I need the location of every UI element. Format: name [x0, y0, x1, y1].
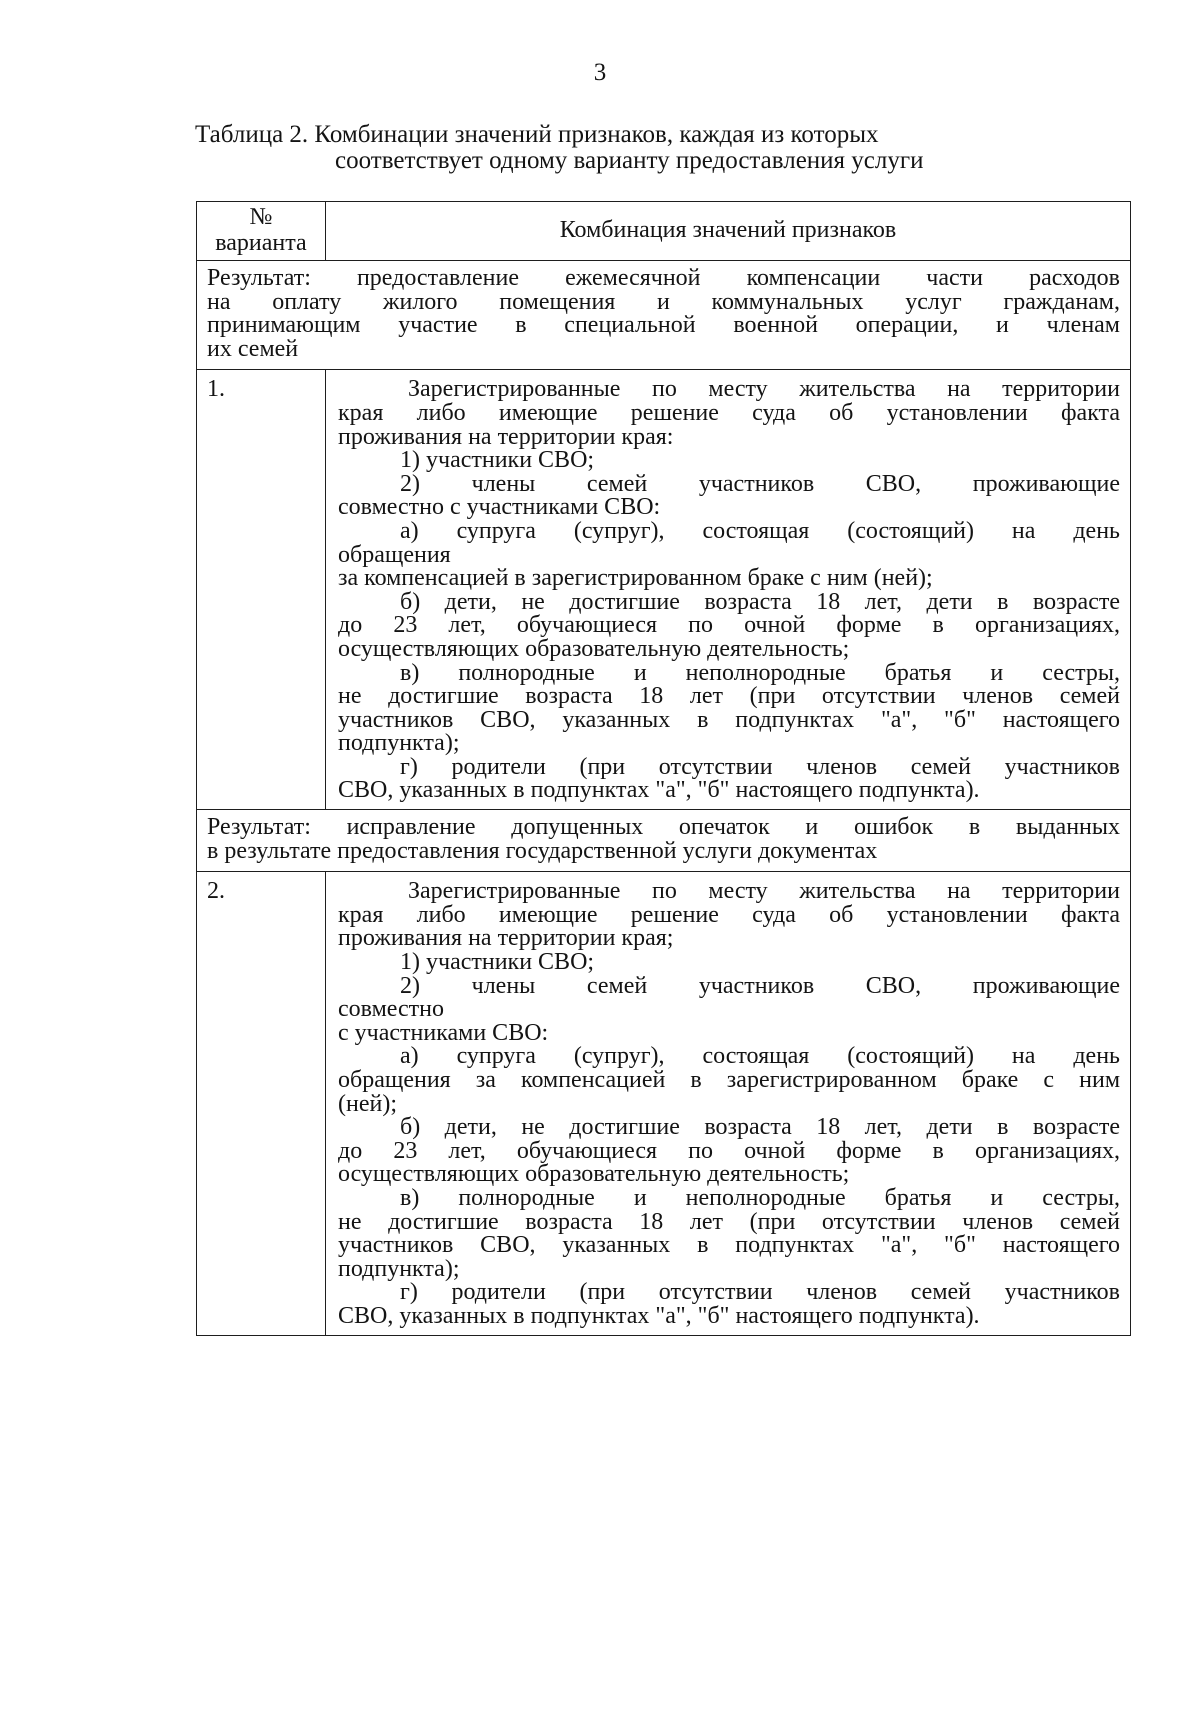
text-line: проживания на территории края: — [338, 423, 674, 450]
result-text — [197, 810, 1131, 872]
caption-line-1: Таблица 2. Комбинации значений признаков, каждая из которых — [195, 121, 879, 148]
variant-row — [197, 370, 1131, 810]
header-num-symbol: № — [249, 204, 273, 230]
variant-number: 1. — [197, 370, 326, 810]
text-line: обращения — [338, 541, 451, 568]
variants-table — [196, 201, 1131, 1336]
variant-row — [197, 872, 1131, 1335]
text-line: не достигшие возраста 18 лет (при отсутствии членов семей — [338, 683, 1120, 710]
text-line: подпункта); — [338, 1255, 460, 1282]
header-num-label: варианта — [215, 230, 307, 256]
variant-number: 2. — [197, 872, 326, 1335]
text-line: СВО, указанных в подпунктах "а", "б" настоящего подпункта). — [338, 1302, 980, 1329]
text-line: края либо имеющие решение суда об установлении факта — [338, 399, 1120, 426]
text-line: их семей — [207, 335, 299, 362]
text-line: а) супруга (супруг), состоящая (состоящий) на день — [400, 517, 1120, 544]
text-line: Результат: предоставление ежемесячной компенсации части расходов — [207, 265, 1120, 291]
text-line: участников СВО, указанных в подпунктах "а", "б" настоящего — [338, 706, 1120, 733]
text-line: края либо имеющие решение суда об установлении факта — [338, 901, 1120, 928]
result-text — [197, 261, 1131, 370]
text-line: в) полнородные и неполнородные братья и сестры, — [400, 1184, 1120, 1211]
text-line: за компенсацией в зарегистрированном браке с ним (ней); — [338, 565, 933, 592]
text-line: СВО, указанных в подпунктах "а", "б" настоящего подпункта). — [338, 777, 980, 804]
caption-line-2: соответствует одному варианту предоставления услуги — [335, 147, 924, 174]
text-line: (ней); — [338, 1090, 397, 1117]
result-row — [197, 810, 1131, 872]
page-number: 3 — [593, 59, 607, 86]
text-line: совместно с участниками СВО: — [338, 494, 661, 521]
text-line: Зарегистрированные по месту жительства на территории — [408, 878, 1120, 905]
text-line: обращения за компенсацией в зарегистрированном браке с ним — [338, 1067, 1120, 1093]
result-row — [197, 261, 1131, 370]
text-line: г) родители (при отсутствии членов семей участников — [400, 1279, 1120, 1306]
text-line: Зарегистрированные по месту жительства на территории — [408, 376, 1120, 403]
text-line: б) дети, не достигшие возраста 18 лет, дети в возрасте — [400, 588, 1120, 615]
header-variant-number — [197, 202, 326, 261]
text-line: участников СВО, указанных в подпунктах "а", "б" настоящего — [338, 1232, 1120, 1259]
text-line: совместно — [338, 996, 444, 1023]
text-line: г) родители (при отсутствии членов семей участников — [400, 753, 1120, 780]
text-line: подпункта); — [338, 730, 460, 757]
table-caption — [195, 122, 924, 174]
text-line: 2) члены семей участников СВО, проживающие — [400, 470, 1120, 497]
text-line: в) полнородные и неполнородные братья и сестры, — [400, 659, 1120, 686]
text-line: до 23 лет, обучающиеся по очной форме в организациях, — [338, 612, 1120, 639]
text-line: осуществляющих образовательную деятельность; — [338, 1161, 850, 1188]
text-line: осуществляющих образовательную деятельность; — [338, 635, 850, 662]
text-line: с участниками СВО: — [338, 1019, 549, 1046]
text-line: а) супруга (супруг), состоящая (состоящий) на день — [400, 1043, 1120, 1070]
text-line: до 23 лет, обучающиеся по очной форме в организациях, — [338, 1137, 1120, 1164]
header-combination: Комбинация значений признаков — [326, 202, 1131, 261]
text-line: 1) участники СВО; — [400, 949, 595, 976]
table-header-row — [197, 202, 1131, 261]
text-line: Результат: исправление допущенных опечаток и ошибок в выданных — [207, 814, 1120, 841]
text-line: в результате предоставления государственной услуги документах — [207, 837, 878, 864]
text-line: принимающим участие в специальной военной операции, и членам — [207, 312, 1120, 339]
text-line: не достигшие возраста 18 лет (при отсутствии членов семей — [338, 1208, 1120, 1235]
text-line: 1) участники СВО; — [400, 447, 595, 474]
variant-combination — [326, 370, 1131, 810]
text-line: проживания на территории края; — [338, 925, 674, 952]
variant-combination — [326, 872, 1131, 1335]
text-line: на оплату жилого помещения и коммунальных услуг гражданам, — [207, 288, 1120, 315]
text-line: 2) члены семей участников СВО, проживающие — [400, 972, 1120, 999]
text-line: б) дети, не достигшие возраста 18 лет, дети в возрасте — [400, 1114, 1120, 1141]
